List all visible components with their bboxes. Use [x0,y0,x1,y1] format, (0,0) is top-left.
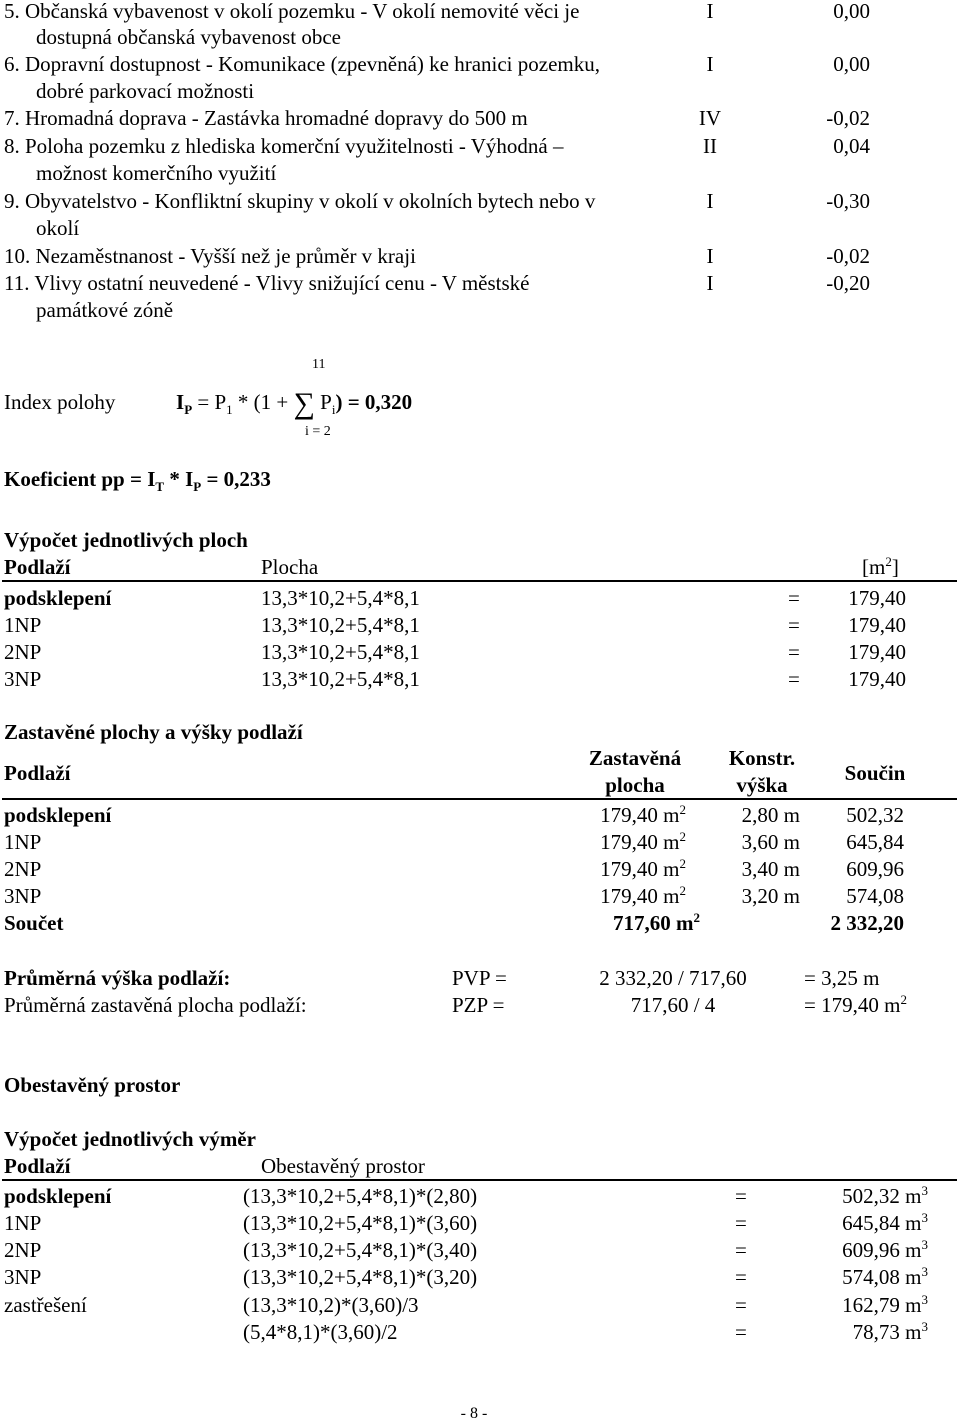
factor-5-value: 0,00 [833,0,870,23]
volume-row-formula: (13,3*10,2+5,4*8,1)*(3,20) [243,1265,478,1289]
built-row-floor: 1NP [4,830,42,854]
volume-row-eq: = [735,1320,747,1344]
pzp-label: Průměrná zastavěná plocha podlaží: [4,993,307,1017]
built-row-floor: podsklepení [4,803,112,827]
volume-row-value: 78,73 $m^3$ [852,1319,928,1344]
factor-8-value: 0,04 [833,134,870,158]
sum-upper-limit: 11 [312,357,326,372]
built-sum-area: 717,60 $m^2$ [613,910,700,935]
built-sum-product: 2 332,20 [830,911,904,935]
koeficient-pp: Koeficient pp = $I_T * I_P = 0,233$ [4,467,271,495]
factor-5-class: I [706,0,714,23]
pvp-label: Průměrná výška podlaží: [4,966,231,990]
volume-row-formula: (13,3*10,2+5,4*8,1)*(3,60) [243,1211,478,1235]
sum-lower-limit: i = 2 [305,424,331,439]
built-row-product: 645,84 [846,830,904,854]
volume-row-formula: (13,3*10,2+5,4*8,1)*(3,40) [243,1238,478,1262]
built-col-area-1: Zastavěná [588,746,682,770]
areas-header-rule [2,580,957,582]
areas-row-formula: 13,3*10,2+5,4*8,1 [261,613,420,637]
built-row-product: 574,08 [846,884,904,908]
areas-row-eq: = [788,613,800,637]
factor-9-value: -0,30 [826,189,870,213]
areas-row-floor: 3NP [4,667,42,691]
areas-col-floor: Podlaží [4,555,71,579]
built-header-rule [2,798,957,800]
volume-row-value: 162,79 $m^3$ [842,1292,928,1317]
volume-row-eq: = [735,1293,747,1317]
areas-row-value: 179,40 [848,640,906,664]
factor-7-value: -0,02 [826,106,870,130]
volume-header-rule [2,1179,957,1181]
volume-col-floor: Podlaží [4,1154,71,1178]
factor-10-text: 10. Nezaměstnanost - Vyšší než je průměr v kraji [4,244,416,268]
areas-row-floor: 2NP [4,640,42,664]
volume-row-formula: (13,3*10,2)*(3,60)/3 [243,1293,419,1317]
volume-row-value: 609,96 $m^3$ [842,1237,928,1262]
factor-9-class: I [706,189,714,213]
volume-heading: Obestavěný prostor [4,1073,181,1097]
volume-row-eq: = [735,1184,747,1208]
built-heading: Zastavěné plochy a výšky podlaží [4,720,303,744]
areas-row-floor: podsklepení [4,586,112,610]
pvp-key: PVP = [452,966,507,990]
index-formula: $I_P = P_1 * (1$ + ∑ $P_i) = 0,320$ [176,387,413,420]
factor-9-text-cont: okolí [36,216,80,240]
built-col-floor: Podlaží [4,761,71,785]
areas-row-value: 179,40 [848,586,906,610]
areas-row-eq: = [788,667,800,691]
built-col-height-1: Konstr. [728,746,796,770]
built-row-floor: 2NP [4,857,42,881]
built-col-product: Součin [844,761,906,785]
built-row-height: 3,40 m [741,857,800,881]
volume-col-space: Obestavěný prostor [261,1154,425,1178]
areas-row-floor: 1NP [4,613,42,637]
volume-row-eq: = [735,1211,747,1235]
volume-row-formula: (5,4*8,1)*(3,60)/2 [243,1320,398,1344]
pvp-result: = 3,25 m [804,966,880,990]
pzp-expression: 717,60 / 4 [630,993,716,1017]
built-col-area-2: plocha [605,773,665,797]
factor-6-class: I [706,52,714,76]
volume-row-floor: 1NP [4,1211,42,1235]
volume-row-value: 574,08 $m^3$ [842,1264,928,1289]
volume-row-floor: 2NP [4,1238,42,1262]
page-number: - 8 - [460,1405,488,1422]
areas-col-area: Plocha [261,555,319,579]
factor-8-class: II [703,134,717,158]
sigma-icon: ∑ [293,387,315,420]
areas-row-eq: = [788,640,800,664]
index-label: Index polohy [4,390,116,414]
volume-row-floor: podsklepení [4,1184,112,1208]
pzp-key: PZP = [452,993,505,1017]
factor-8-text-cont: možnost komerčního využití [36,161,277,185]
volume-row-value: 502,32 $m^3$ [842,1183,928,1208]
built-row-area: 179,40 $m^2$ [600,856,686,881]
volume-row-floor: 3NP [4,1265,42,1289]
factor-6-text-cont: dobré parkovací možnosti [36,79,255,103]
volume-row-value: 645,84 $m^3$ [842,1210,928,1235]
built-row-area: 179,40 $m^2$ [600,829,686,854]
built-row-floor: 3NP [4,884,42,908]
factor-9-text: 9. Obyvatelstvo - Konfliktní skupiny v okolí v okolních bytech nebo v [4,189,596,213]
areas-col-unit: $[m^2]$ [862,554,899,579]
areas-row-eq: = [788,586,800,610]
factor-10-value: -0,02 [826,244,870,268]
built-row-area: 179,40 $m^2$ [600,802,686,827]
factor-6-text: 6. Dopravní dostupnost - Komunikace (zpevněná) ke hranici pozemku, [4,52,600,76]
pvp-expression: 2 332,20 / 717,60 [599,966,747,990]
areas-row-formula: 13,3*10,2+5,4*8,1 [261,667,420,691]
volume-row-formula: (13,3*10,2+5,4*8,1)*(2,80) [243,1184,478,1208]
built-row-height: 3,60 m [741,830,800,854]
areas-row-value: 179,40 [848,667,906,691]
built-row-product: 502,32 [846,803,904,827]
volume-subheading: Výpočet jednotlivých výměr [4,1127,256,1151]
pzp-result: = 179,40 $m^2$ [804,992,907,1017]
factor-8-text: 8. Poloha pozemku z hlediska komerční využitelnosti - Výhodná – [4,134,564,158]
areas-row-formula: 13,3*10,2+5,4*8,1 [261,586,420,610]
factor-5-text: 5. Občanská vybavenost v okolí pozemku - V okolí nemovité věci je [4,0,580,23]
volume-row-eq: = [735,1238,747,1262]
built-row-height: 3,20 m [741,884,800,908]
factor-11-value: -0,20 [826,271,870,295]
factor-7-class: IV [698,106,722,130]
volume-row-floor: zastřešení [4,1293,87,1317]
factor-6-value: 0,00 [833,52,870,76]
factor-11-class: I [706,271,714,295]
factor-11-text: 11. Vlivy ostatní neuvedené - Vlivy snižující cenu - V městské [4,271,530,295]
areas-heading: Výpočet jednotlivých ploch [4,528,248,552]
built-sum-label: Součet [4,911,64,935]
areas-row-value: 179,40 [848,613,906,637]
built-row-height: 2,80 m [741,803,800,827]
factor-5-text-cont: dostupná občanská vybavenost obce [36,25,342,49]
volume-row-eq: = [735,1265,747,1289]
factor-11-text-cont: památkové zóně [36,298,174,322]
built-row-product: 609,96 [846,857,904,881]
built-col-height-2: výška [736,773,788,797]
areas-row-formula: 13,3*10,2+5,4*8,1 [261,640,420,664]
factor-7-text: 7. Hromadná doprava - Zastávka hromadné dopravy do 500 m [4,106,528,130]
built-row-area: 179,40 $m^2$ [600,883,686,908]
factor-10-class: I [706,244,714,268]
